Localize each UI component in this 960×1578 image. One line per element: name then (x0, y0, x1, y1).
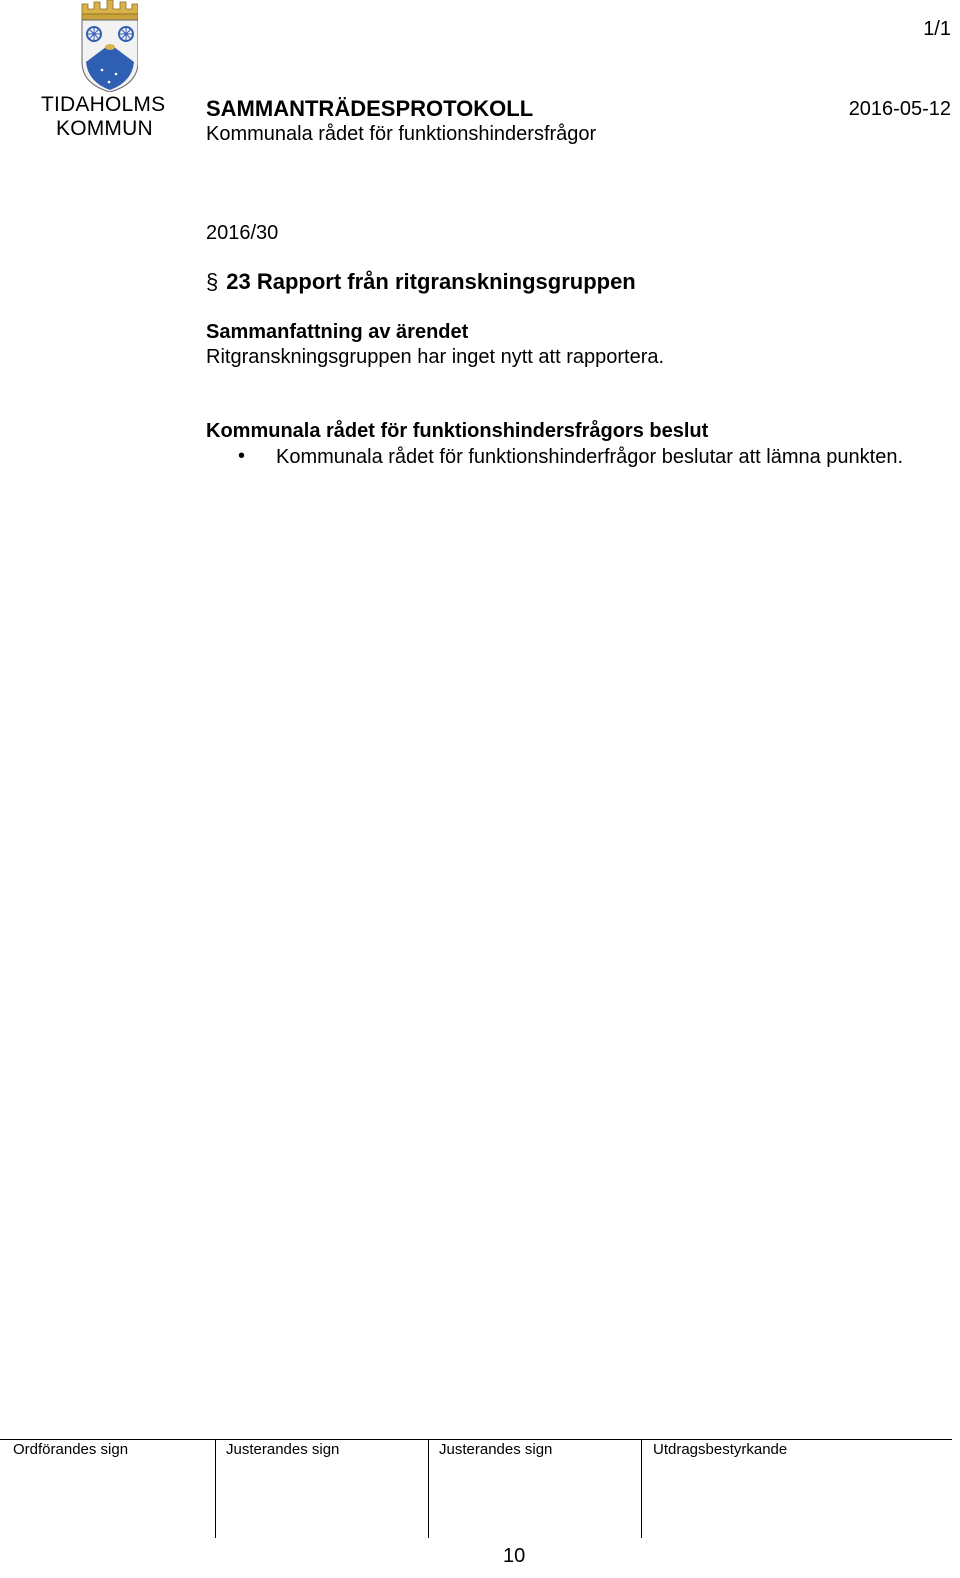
footer-column-separator (641, 1440, 642, 1538)
meeting-date: 2016-05-12 (848, 98, 951, 120)
logo-text-line2: KOMMUN (56, 117, 153, 140)
summary-heading: Sammanfattning av ärendet (206, 321, 469, 343)
footer-page-number: 10 (503, 1545, 526, 1567)
page-indicator: 1/1 (923, 18, 951, 40)
signature-certification-label: Utdragsbestyrkande (653, 1441, 788, 1458)
signature-adjuster-label: Justerandes sign (439, 1441, 553, 1458)
section-title: 23 Rapport från ritgranskningsgruppen (226, 269, 636, 294)
bullet-icon: • (238, 445, 246, 467)
signature-adjuster-label: Justerandes sign (226, 1441, 340, 1458)
document-title: SAMMANTRÄDESPROTOKOLL (206, 96, 534, 121)
decision-heading: Kommunala rådet för funktionshindersfrågors beslut (206, 420, 709, 442)
document-subtitle: Kommunala rådet för funktionshindersfrågor (206, 123, 597, 145)
footer-column-separator (215, 1440, 216, 1538)
footer-column-separator (428, 1440, 429, 1538)
logo-text-line1: TIDAHOLMS (41, 93, 166, 116)
coat-of-arms-icon (76, 0, 138, 92)
section-heading (206, 269, 636, 295)
footer-divider (0, 1439, 952, 1440)
case-number: 2016/30 (206, 222, 279, 244)
section-sign: § (206, 269, 219, 294)
signature-chair-label: Ordförandes sign (13, 1441, 129, 1458)
municipality-logo (38, 0, 178, 145)
decision-item: Kommunala rådet för funktionshinderfrågor beslutar att lämna punkten. (276, 446, 904, 468)
summary-text: Ritgranskningsgruppen har inget nytt att rapportera. (206, 346, 665, 368)
